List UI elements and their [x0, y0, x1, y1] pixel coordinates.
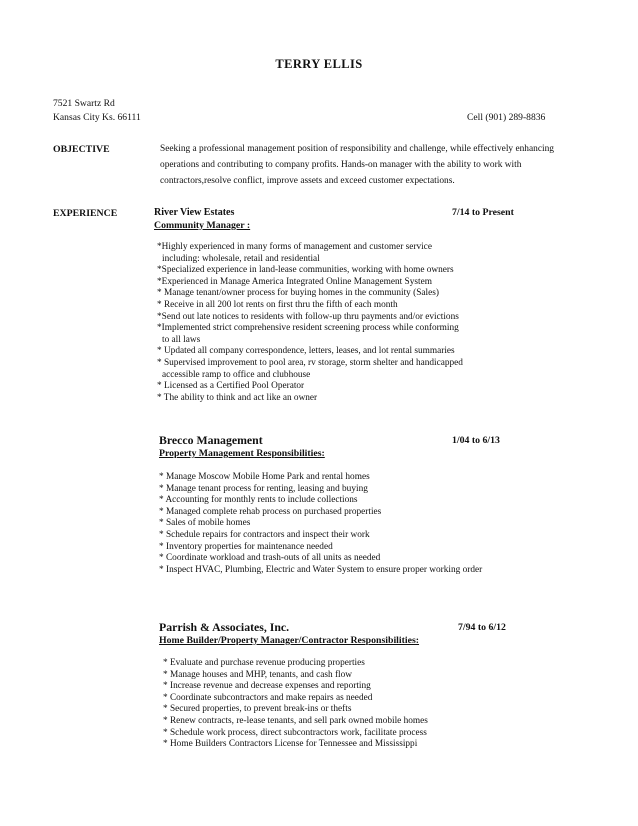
list-item: * Manage tenant process for renting, leasing and buying: [159, 483, 368, 494]
list-item: * Updated all company correspondence, letters, leases, and lot rental summaries: [157, 346, 455, 357]
list-item: * Licensed as a Certified Pool Operator: [157, 381, 305, 392]
list-item: *Send out late notices to residents with follow-up thru payments and/or evictions: [157, 311, 459, 322]
list-item: including: wholesale, retail and residential: [162, 253, 320, 264]
job-1-dates: 7/14 to Present: [452, 207, 514, 218]
list-item: * Increase revenue and decrease expenses and reporting: [163, 681, 371, 692]
list-item: * Coordinate workload and trash-outs of all units as needed: [159, 553, 381, 564]
objective-heading: OBJECTIVE: [53, 144, 110, 155]
list-item: * Home Builders Contractors License for Tennessee and Mississippi: [163, 739, 418, 750]
list-item: * Manage houses and MHP, tenants, and cash flow: [163, 669, 353, 680]
job-3-company: Parrish & Associates, Inc.: [159, 620, 290, 634]
list-item: accessible ramp to office and clubhouse: [162, 369, 311, 380]
job-2-company: Brecco Management: [159, 433, 263, 447]
resume-name: TERRY ELLIS: [275, 57, 363, 71]
phone-number: Cell (901) 289-8836: [467, 112, 546, 123]
job-3-dates: 7/94 to 6/12: [458, 622, 506, 633]
list-item: * Coordinate subcontractors and make repairs as needed: [163, 692, 373, 703]
address-line-1: 7521 Swartz Rd: [53, 98, 115, 109]
job-2-bullets: [159, 472, 482, 576]
list-item: * Evaluate and purchase revenue producing properties: [163, 658, 365, 668]
job-1-bullets: [157, 242, 463, 404]
list-item: * Renew contracts, re-lease tenants, and sell park owned mobile homes: [163, 715, 428, 726]
list-item: * Schedule repairs for contractors and inspect their work: [159, 529, 370, 540]
list-item: * Accounting for monthly rents to include collections: [159, 495, 358, 506]
list-item: * Sales of mobile homes: [159, 518, 251, 529]
list-item: * The ability to think and act like an owner: [157, 392, 318, 403]
objective-text: Seeking a professional management position of responsibility and challenge, while effectively enhancing operations and contributing to company profits. Hands-on manager with the ability to work with contractors,resolve conflict, improve assets and exceed customer expectations.: [160, 144, 554, 186]
address-line-2: Kansas City Ks. 66111: [53, 112, 141, 123]
list-item: *Highly experienced in many forms of management and customer service: [157, 242, 432, 252]
list-item: * Inventory properties for maintenance needed: [159, 541, 333, 552]
list-item: *Implemented strict comprehensive resident screening process while conforming: [157, 323, 459, 334]
job-3-bullets: [163, 658, 428, 751]
list-item: * Supervised improvement to pool area, rv storage, storm shelter and handicapped: [157, 357, 463, 368]
list-item: *Experienced in Manage America Integrated Online Management System: [157, 276, 432, 287]
list-item: * Manage tenant/owner process for buying homes in the community (Sales): [157, 288, 439, 299]
job-3-role: Home Builder/Property Manager/Contractor Responsibilities:: [159, 635, 420, 646]
list-item: *Specialized experience in land-lease communities, working with home owners: [157, 265, 454, 276]
experience-heading: EXPERIENCE: [53, 208, 118, 219]
list-item: * Schedule work process, direct subcontractors work, facilitate process: [163, 727, 427, 738]
job-2-role: Property Management Responsibilities:: [159, 448, 325, 459]
list-item: * Managed complete rehab process on purchased properties: [159, 506, 382, 517]
job-1-role: Community Manager :: [154, 220, 251, 231]
list-item: * Secured properties, to prevent break-ins or thefts: [163, 704, 352, 715]
list-item: * Receive in all 200 lot rents on first thru the fifth of each month: [157, 299, 398, 310]
list-item: * Inspect HVAC, Plumbing, Electric and Water System to ensure proper working order: [159, 564, 483, 575]
job-2-dates: 1/04 to 6/13: [452, 435, 500, 446]
list-item: * Manage Moscow Mobile Home Park and rental homes: [159, 472, 370, 482]
list-item: to all laws: [162, 334, 201, 345]
job-1-company: River View Estates: [154, 207, 235, 218]
